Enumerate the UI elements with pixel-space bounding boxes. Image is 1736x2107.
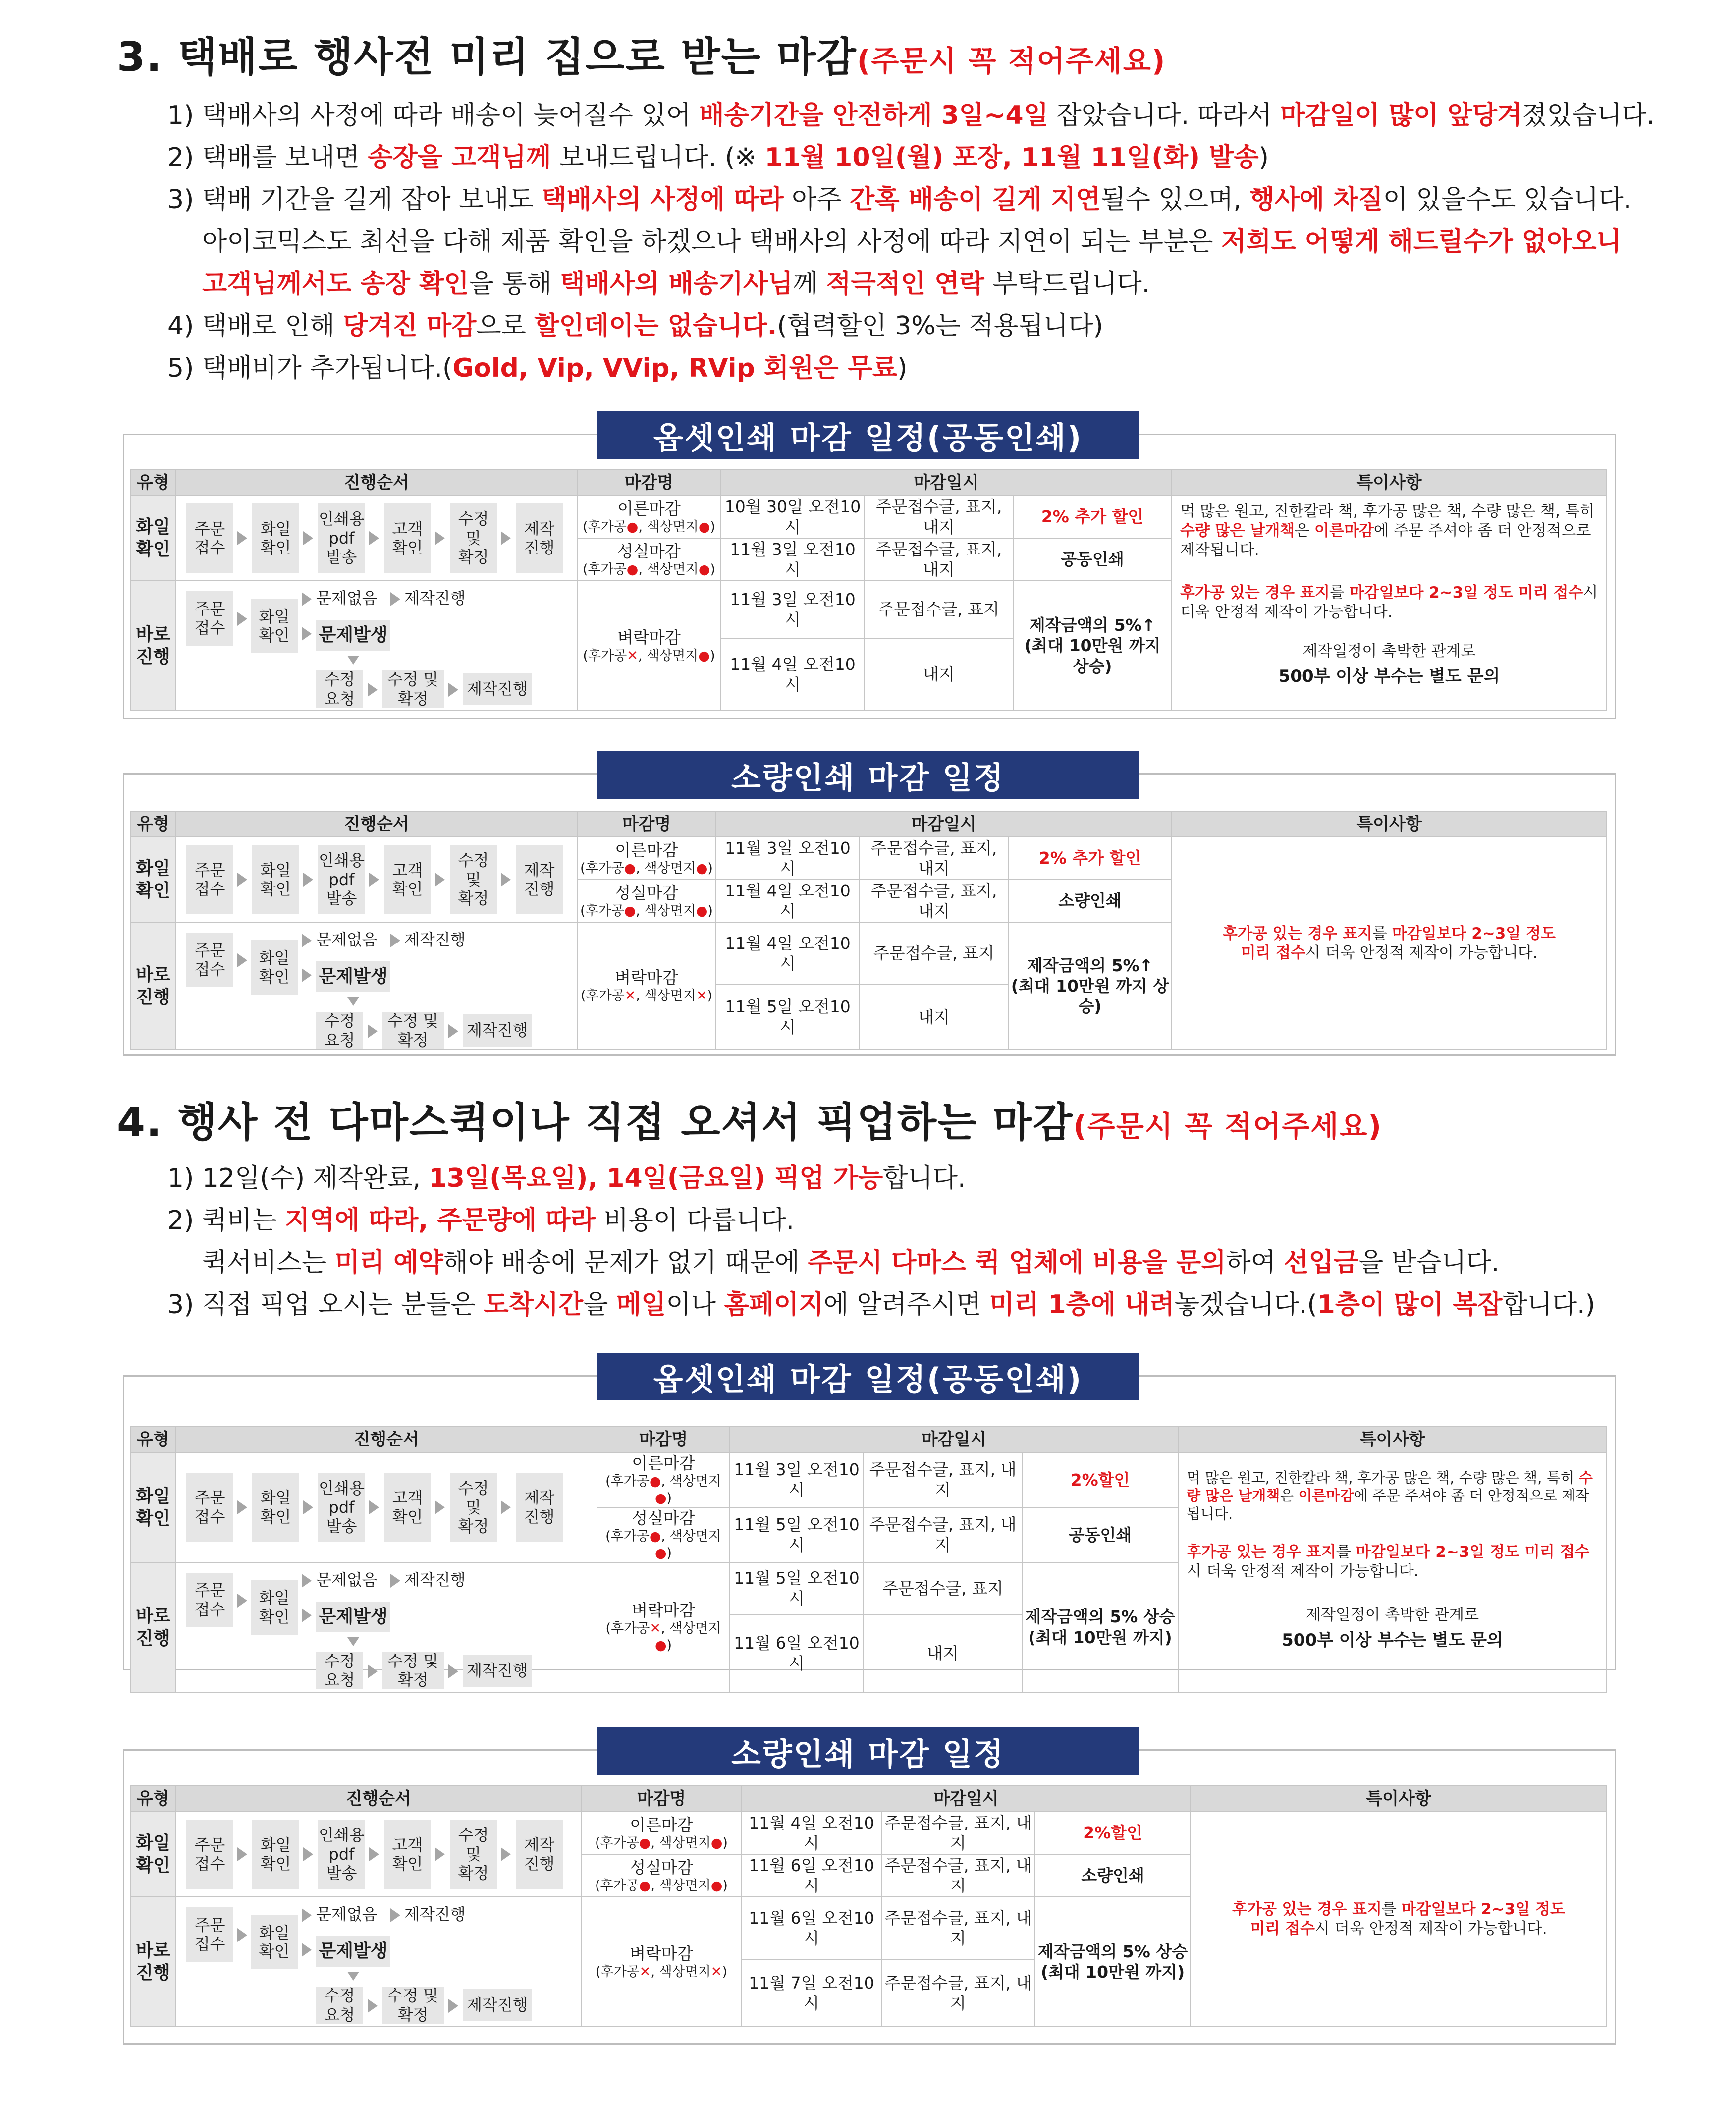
schedule-table-4 [130, 1785, 1607, 2027]
h-date: 마감일시 [730, 1427, 1178, 1452]
recv-1: 주문접수글, 표지, 내지 [864, 1452, 1022, 1507]
step-file-check: 화일 확인 [252, 845, 299, 914]
step-order-received: 주문 접수 [186, 1907, 233, 1962]
arrow-right-icon [390, 592, 400, 606]
arrow-right-icon [435, 873, 445, 887]
arrow-right-icon [237, 1500, 247, 1514]
h-type: 유형 [130, 811, 176, 837]
arrow-right-icon [435, 531, 445, 545]
arrow-right-icon [368, 683, 378, 697]
date-2: 11월 4일 오전10시 [716, 880, 860, 922]
notes-2: 후가공 있는 경우 표지를 마감일보다 2~3일 정도 미리 접수시 더욱 안정적 제작이 가능합니다. [1172, 837, 1607, 1050]
special-1: 2% 추가 할인 [1013, 496, 1172, 538]
sec3-item3-cont2: 고객님께서도 송장 확인을 통해 택배사의 배송기사님께 적극적인 연락 부탁드립니다. [202, 269, 1150, 299]
step-production: 제작 진행 [516, 503, 563, 573]
date-3: 11월 3일 오전10시 [721, 581, 865, 638]
arrow-down-icon [347, 1972, 359, 1981]
recv-3: 주문접수글, 표지 [860, 922, 1008, 985]
h-flow: 진행순서 [176, 470, 577, 496]
arrow-down-icon [347, 1637, 359, 1646]
sec3-item5: 5) 택배비가 추가됩니다.(Gold, Vip, VVip, RVip 회원은 무료) [167, 353, 908, 383]
h-note: 특이사항 [1191, 1786, 1607, 1812]
flow-file-confirm [176, 496, 577, 581]
step-order-received: 주문 접수 [186, 503, 233, 573]
h-flow: 진행순서 [176, 1427, 597, 1452]
step-production: 제작 진행 [516, 1473, 563, 1542]
arrow-right-icon [448, 1024, 458, 1038]
special-3: 제작금액의 5%↑ (최대 10만원 까지 상승) [1013, 581, 1172, 711]
special-2: 공동인쇄 [1022, 1507, 1178, 1562]
arrow-right-icon [237, 873, 247, 887]
date-1: 11월 3일 오전10시 [730, 1452, 864, 1507]
special-3: 제작금액의 5% 상승 (최대 10만원 까지) [1035, 1897, 1191, 2027]
step-customer-confirm: 고객 확인 [384, 1820, 431, 1889]
type-file-confirm: 화일 확인 [130, 1452, 176, 1562]
recv-4: 주문접수글, 표지, 내지 [881, 1959, 1035, 2027]
arrow-right-icon [368, 1024, 378, 1038]
h-date: 마감일시 [716, 811, 1172, 837]
sec3-item2: 2) 택배를 보내면 송장을 고객님께 보내드립니다. (※ 11월 10일(월) 포장, 11월 11일(화) 발송) [167, 143, 1269, 172]
step-print-pdf: 인쇄용 pdf 발송 [318, 503, 365, 573]
step-file-check: 화일 확인 [252, 1820, 299, 1889]
arrow-right-icon [302, 1908, 312, 1922]
date-4: 11월 6일 오전10시 [730, 1614, 864, 1692]
deadline-sincere: 성실마감 (후가공●, 색상면지●) [577, 880, 716, 922]
arrow-right-icon [501, 531, 511, 545]
step-production: 제작진행 [463, 673, 532, 705]
step-production: 제작진행 [463, 1989, 532, 2021]
recv-3: 주문접수글, 표지 [864, 1562, 1022, 1615]
step-revise-confirm: 수정 및 확정 [450, 845, 497, 914]
arrow-right-icon [448, 1664, 458, 1678]
recv-3: 주문접수글, 표지 [865, 581, 1013, 638]
sec3-item3-cont1: 아이코믹스도 최선을 다해 제품 확인을 하겠으나 택배사의 사정에 따라 지연이 되는 부분은 저희도 어떻게 해드릴수가 없아오니 [202, 227, 1622, 257]
special-3: 제작금액의 5% 상승 (최대 10만원 까지) [1022, 1562, 1178, 1692]
arrow-right-icon [303, 1847, 313, 1861]
special-1: 2%할인 [1022, 1452, 1178, 1507]
arrow-right-icon [237, 1928, 247, 1942]
h-name: 마감명 [597, 1427, 730, 1452]
arrow-right-icon [368, 1999, 378, 2013]
type-file-confirm: 화일 확인 [130, 1812, 176, 1897]
sec4-item3: 3) 직접 픽업 오시는 분들은 도착시간을 메일이나 홈페이지에 알려주시면 미리 1층에 내려놓겠습니다.(1층이 많이 복잡합니다.) [167, 1290, 1595, 1320]
step-print-pdf: 인쇄용 pdf 발송 [318, 1820, 365, 1889]
arrow-right-icon [390, 1908, 400, 1922]
recv-4: 내지 [864, 1614, 1022, 1692]
recv-1: 주문접수글, 표지, 내지 [881, 1812, 1035, 1854]
recv-2: 주문접수글, 표지, 내지 [864, 1507, 1022, 1562]
recv-2: 주문접수글, 표지, 내지 [865, 538, 1013, 581]
date-1: 10월 30일 오전10시 [721, 496, 865, 538]
h-type: 유형 [130, 1786, 176, 1812]
flow-direct [176, 922, 577, 1050]
type-direct: 바로 진행 [130, 1562, 176, 1692]
step-revise-confirm: 수정 및 확정 [450, 1820, 497, 1889]
schedule-table-3 [130, 1426, 1607, 1693]
date-1: 11월 4일 오전10시 [742, 1812, 881, 1854]
type-file-confirm: 화일 확인 [130, 837, 176, 922]
flow-direct [176, 1562, 597, 1692]
step-order-received: 주문 접수 [186, 591, 233, 646]
step-revise-confirm: 수정 및 확정 [382, 1987, 444, 2024]
section3-title: 3. 택배로 행사전 미리 집으로 받는 마감(주문시 꼭 적어주세요) [117, 34, 1166, 81]
h-name: 마감명 [577, 811, 716, 837]
arrow-right-icon [302, 1943, 312, 1957]
arrow-right-icon [369, 1847, 379, 1861]
table2-banner: 소량인쇄 마감 일정 [597, 751, 1139, 799]
step-revise-confirm: 수정 및 확정 [382, 1012, 444, 1049]
deadline-cliff: 벼락마감 (후가공✕, 색상면지✕) [577, 922, 716, 1050]
arrow-right-icon [302, 627, 312, 641]
step-order-received: 주문 접수 [186, 1820, 233, 1889]
deadline-cliff: 벼락마감 (후가공✕, 색상면지●) [577, 581, 721, 711]
deadline-cliff: 벼락마감 (후가공✕, 색상면지✕) [581, 1897, 742, 2027]
arrow-right-icon [237, 1847, 247, 1861]
arrow-right-icon [448, 1999, 458, 2013]
step-file-check: 화일 확인 [252, 503, 299, 573]
date-3: 11월 5일 오전10시 [730, 1562, 864, 1615]
recv-4: 내지 [865, 638, 1013, 711]
arrow-right-icon [501, 1500, 511, 1514]
type-file-confirm: 화일 확인 [130, 496, 176, 581]
step-file-check: 화일 확인 [251, 1915, 298, 1969]
step-request-revision: 수정 요청 [316, 1652, 363, 1689]
recv-2: 주문접수글, 표지, 내지 [860, 880, 1008, 922]
step-order-received: 주문 접수 [186, 845, 233, 914]
date-2: 11월 5일 오전10시 [730, 1507, 864, 1562]
flow-file-confirm [176, 837, 577, 922]
step-order-received: 주문 접수 [186, 1573, 233, 1627]
step-file-check: 화일 확인 [251, 940, 298, 995]
step-production: 제작 진행 [516, 1820, 563, 1889]
result-no-problem: 문제없음 [316, 930, 378, 949]
recv-3: 주문접수글, 표지, 내지 [881, 1897, 1035, 1959]
date-4: 11월 7일 오전10시 [742, 1959, 881, 2027]
arrow-right-icon [237, 953, 247, 967]
arrow-down-icon [347, 656, 359, 665]
step-production: 제작진행 [404, 589, 466, 608]
h-note: 특이사항 [1178, 1427, 1607, 1452]
step-print-pdf: 인쇄용 pdf 발송 [318, 1473, 365, 1542]
deadline-early: 이른마감 (후가공●, 색상면지●) [577, 496, 721, 538]
date-2: 11월 6일 오전10시 [742, 1854, 881, 1897]
step-revise-confirm: 수정 및 확정 [450, 1473, 497, 1542]
h-date: 마감일시 [721, 470, 1172, 496]
arrow-right-icon [501, 873, 511, 887]
date-2: 11월 3일 오전10시 [721, 538, 865, 581]
recv-4: 내지 [860, 985, 1008, 1050]
deadline-cliff: 벼락마감 (후가공✕, 색상면지●) [597, 1562, 730, 1692]
h-flow: 진행순서 [176, 811, 577, 837]
arrow-right-icon [303, 531, 313, 545]
deadline-sincere: 성실마감 (후가공●, 색상면지●) [577, 538, 721, 581]
arrow-right-icon [435, 1847, 445, 1861]
flow-direct [176, 581, 577, 711]
step-production: 제작진행 [404, 930, 466, 949]
table4-banner: 소량인쇄 마감 일정 [597, 1727, 1139, 1775]
schedule-table-2 [130, 811, 1607, 1050]
special-2: 공동인쇄 [1013, 538, 1172, 581]
h-note: 특이사항 [1172, 811, 1607, 837]
arrow-right-icon [448, 683, 458, 697]
h-type: 유형 [130, 1427, 176, 1452]
special-1: 2%할인 [1035, 1812, 1191, 1854]
arrow-right-icon [237, 531, 247, 545]
date-3: 11월 6일 오전10시 [742, 1897, 881, 1959]
date-1: 11월 3일 오전10시 [716, 837, 860, 880]
deadline-early: 이른마감 (후가공●, 색상면지●) [597, 1452, 730, 1507]
arrow-right-icon [302, 1574, 312, 1588]
arrow-right-icon [302, 592, 312, 606]
h-name: 마감명 [577, 470, 721, 496]
date-4: 11월 5일 오전10시 [716, 985, 860, 1050]
sec4-item1: 1) 12일(수) 제작완료, 13일(목요일), 14일(금요일) 픽업 가능합니다. [167, 1164, 966, 1193]
h-date: 마감일시 [742, 1786, 1191, 1812]
flow-file-confirm [176, 1812, 581, 1897]
result-problem: 문제발생 [316, 620, 390, 651]
notes-1: 먹 많은 원고, 진한칼라 책, 후가공 많은 책, 수량 많은 책, 특히 수량 많은 날개책은 이른마감에 주문 주셔야 좀 더 안정적으로 제작됩니다. 후가공 있는 경우 표지를 마감일보다 2~3일 정도 미리 접수시 더욱 안정적 제작이 가능합니다. 제작일정이 촉박한 관계로 500부 이상 부수는 별도 문의 [1172, 496, 1607, 711]
step-production: 제작진행 [463, 1014, 532, 1047]
step-request-revision: 수정 요청 [316, 670, 363, 708]
special-2: 소량인쇄 [1035, 1854, 1191, 1897]
deadline-early: 이른마감 (후가공●, 색상면지●) [581, 1812, 742, 1854]
recv-2: 주문접수글, 표지, 내지 [881, 1854, 1035, 1897]
date-3: 11월 4일 오전10시 [716, 922, 860, 985]
sec3-item1: 1) 택배사의 사정에 따라 배송이 늦어질수 있어 배송기간을 안전하게 3일~4일 잡았습니다. 따라서 마감일이 많이 앞당겨졌있습니다. [167, 101, 1655, 130]
h-flow: 진행순서 [176, 1786, 581, 1812]
notes-4: 후가공 있는 경우 표지를 마감일보다 2~3일 정도 미리 접수시 더욱 안정적 제작이 가능합니다. [1191, 1812, 1607, 2027]
arrow-right-icon [302, 968, 312, 982]
schedule-table-1 [130, 469, 1607, 711]
arrow-right-icon [237, 1594, 247, 1608]
sec4-item2: 2) 퀵비는 지역에 따라, 주문량에 따라 비용이 다릅니다. [167, 1206, 794, 1235]
deadline-early: 이른마감 (후가공●, 색상면지●) [577, 837, 716, 880]
recv-1: 주문접수글, 표지, 내지 [860, 837, 1008, 880]
step-request-revision: 수정 요청 [316, 1987, 363, 2024]
h-type: 유형 [130, 470, 176, 496]
result-no-problem: 문제없음 [316, 1570, 378, 1589]
h-name: 마감명 [581, 1786, 742, 1812]
step-customer-confirm: 고객 확인 [384, 1473, 431, 1542]
result-problem: 문제발생 [316, 961, 390, 992]
arrow-right-icon [390, 1574, 400, 1588]
arrow-right-icon [237, 612, 247, 626]
step-order-received: 주문 접수 [186, 1473, 233, 1542]
arrow-down-icon [347, 997, 359, 1006]
deadline-sincere: 성실마감 (후가공●, 색상면지●) [597, 1507, 730, 1562]
step-print-pdf: 인쇄용 pdf 발송 [318, 845, 365, 914]
recv-1: 주문접수글, 표지, 내지 [865, 496, 1013, 538]
sec4-item2-cont: 퀵서비스는 미리 예약해야 배송에 문제가 없기 때문에 주문시 다마스 퀵 업체에 비용을 문의하여 선입금을 받습니다. [202, 1248, 1500, 1277]
flow-file-confirm [176, 1452, 597, 1562]
flow-direct [176, 1897, 581, 2027]
sec3-item3: 3) 택배 기간을 길게 잡아 보내도 택배사의 사정에 따라 아주 간혹 배송이 길게 지연될수 있으며, 행사에 차질이 있을수도 있습니다. [167, 185, 1632, 215]
arrow-right-icon [303, 1500, 313, 1514]
step-revise-confirm: 수정 및 확정 [382, 670, 444, 708]
table3-banner: 옵셋인쇄 마감 일정(공동인쇄) [597, 1353, 1139, 1400]
step-production: 제작진행 [463, 1655, 532, 1687]
result-problem: 문제발생 [316, 1602, 390, 1632]
arrow-right-icon [390, 934, 400, 947]
arrow-right-icon [302, 934, 312, 947]
arrow-right-icon [369, 873, 379, 887]
step-request-revision: 수정 요청 [316, 1012, 363, 1049]
step-production: 제작 진행 [516, 845, 563, 914]
arrow-right-icon [369, 531, 379, 545]
table1-banner: 옵셋인쇄 마감 일정(공동인쇄) [597, 411, 1139, 459]
step-revise-confirm: 수정 및 확정 [382, 1652, 444, 1689]
section4-title: 4. 행사 전 다마스퀵이나 직접 오셔서 픽업하는 마감(주문시 꼭 적어주세요) [117, 1099, 1382, 1146]
type-direct: 바로 진행 [130, 922, 176, 1050]
step-customer-confirm: 고객 확인 [384, 503, 431, 573]
special-3: 제작금액의 5%↑ (최대 10만원 까지 상승) [1008, 922, 1172, 1050]
sec3-item4: 4) 택배로 인해 당겨진 마감으로 할인데이는 없습니다.(협력할인 3%는 적용됩니다) [167, 311, 1103, 341]
arrow-right-icon [501, 1847, 511, 1861]
arrow-right-icon [435, 1500, 445, 1514]
type-direct: 바로 진행 [130, 581, 176, 711]
step-production: 제작진행 [404, 1905, 466, 1924]
step-file-check: 화일 확인 [252, 1473, 299, 1542]
step-production: 제작진행 [404, 1570, 466, 1589]
step-file-check: 화일 확인 [251, 1580, 298, 1635]
step-customer-confirm: 고객 확인 [384, 845, 431, 914]
step-file-check: 화일 확인 [251, 599, 298, 653]
arrow-right-icon [303, 873, 313, 887]
step-revise-confirm: 수정 및 확정 [450, 503, 497, 573]
step-order-received: 주문 접수 [186, 933, 233, 987]
h-note: 특이사항 [1172, 470, 1607, 496]
result-no-problem: 문제없음 [316, 1905, 378, 1924]
notes-3: 먹 많은 원고, 진한칼라 책, 후가공 많은 책, 수량 많은 책, 특히 수량 많은 날개책은 이른마감에 주문 주셔야 좀 더 안정적으로 제작됩니다. 후가공 있는 경우 표지를 마감일보다 2~3일 정도 미리 접수시 더욱 안정적 제작이 가능합니다. 제작일정이 촉박한 관계로 500부 이상 부수는 별도 문의 [1178, 1452, 1607, 1692]
special-2: 소량인쇄 [1008, 880, 1172, 922]
special-1: 2% 추가 할인 [1008, 837, 1172, 880]
arrow-right-icon [369, 1500, 379, 1514]
arrow-right-icon [302, 1608, 312, 1622]
result-no-problem: 문제없음 [316, 589, 378, 608]
date-4: 11월 4일 오전10시 [721, 638, 865, 711]
result-problem: 문제발생 [316, 1936, 390, 1967]
deadline-sincere: 성실마감 (후가공●, 색상면지●) [581, 1854, 742, 1897]
arrow-right-icon [368, 1664, 378, 1678]
type-direct: 바로 진행 [130, 1897, 176, 2027]
